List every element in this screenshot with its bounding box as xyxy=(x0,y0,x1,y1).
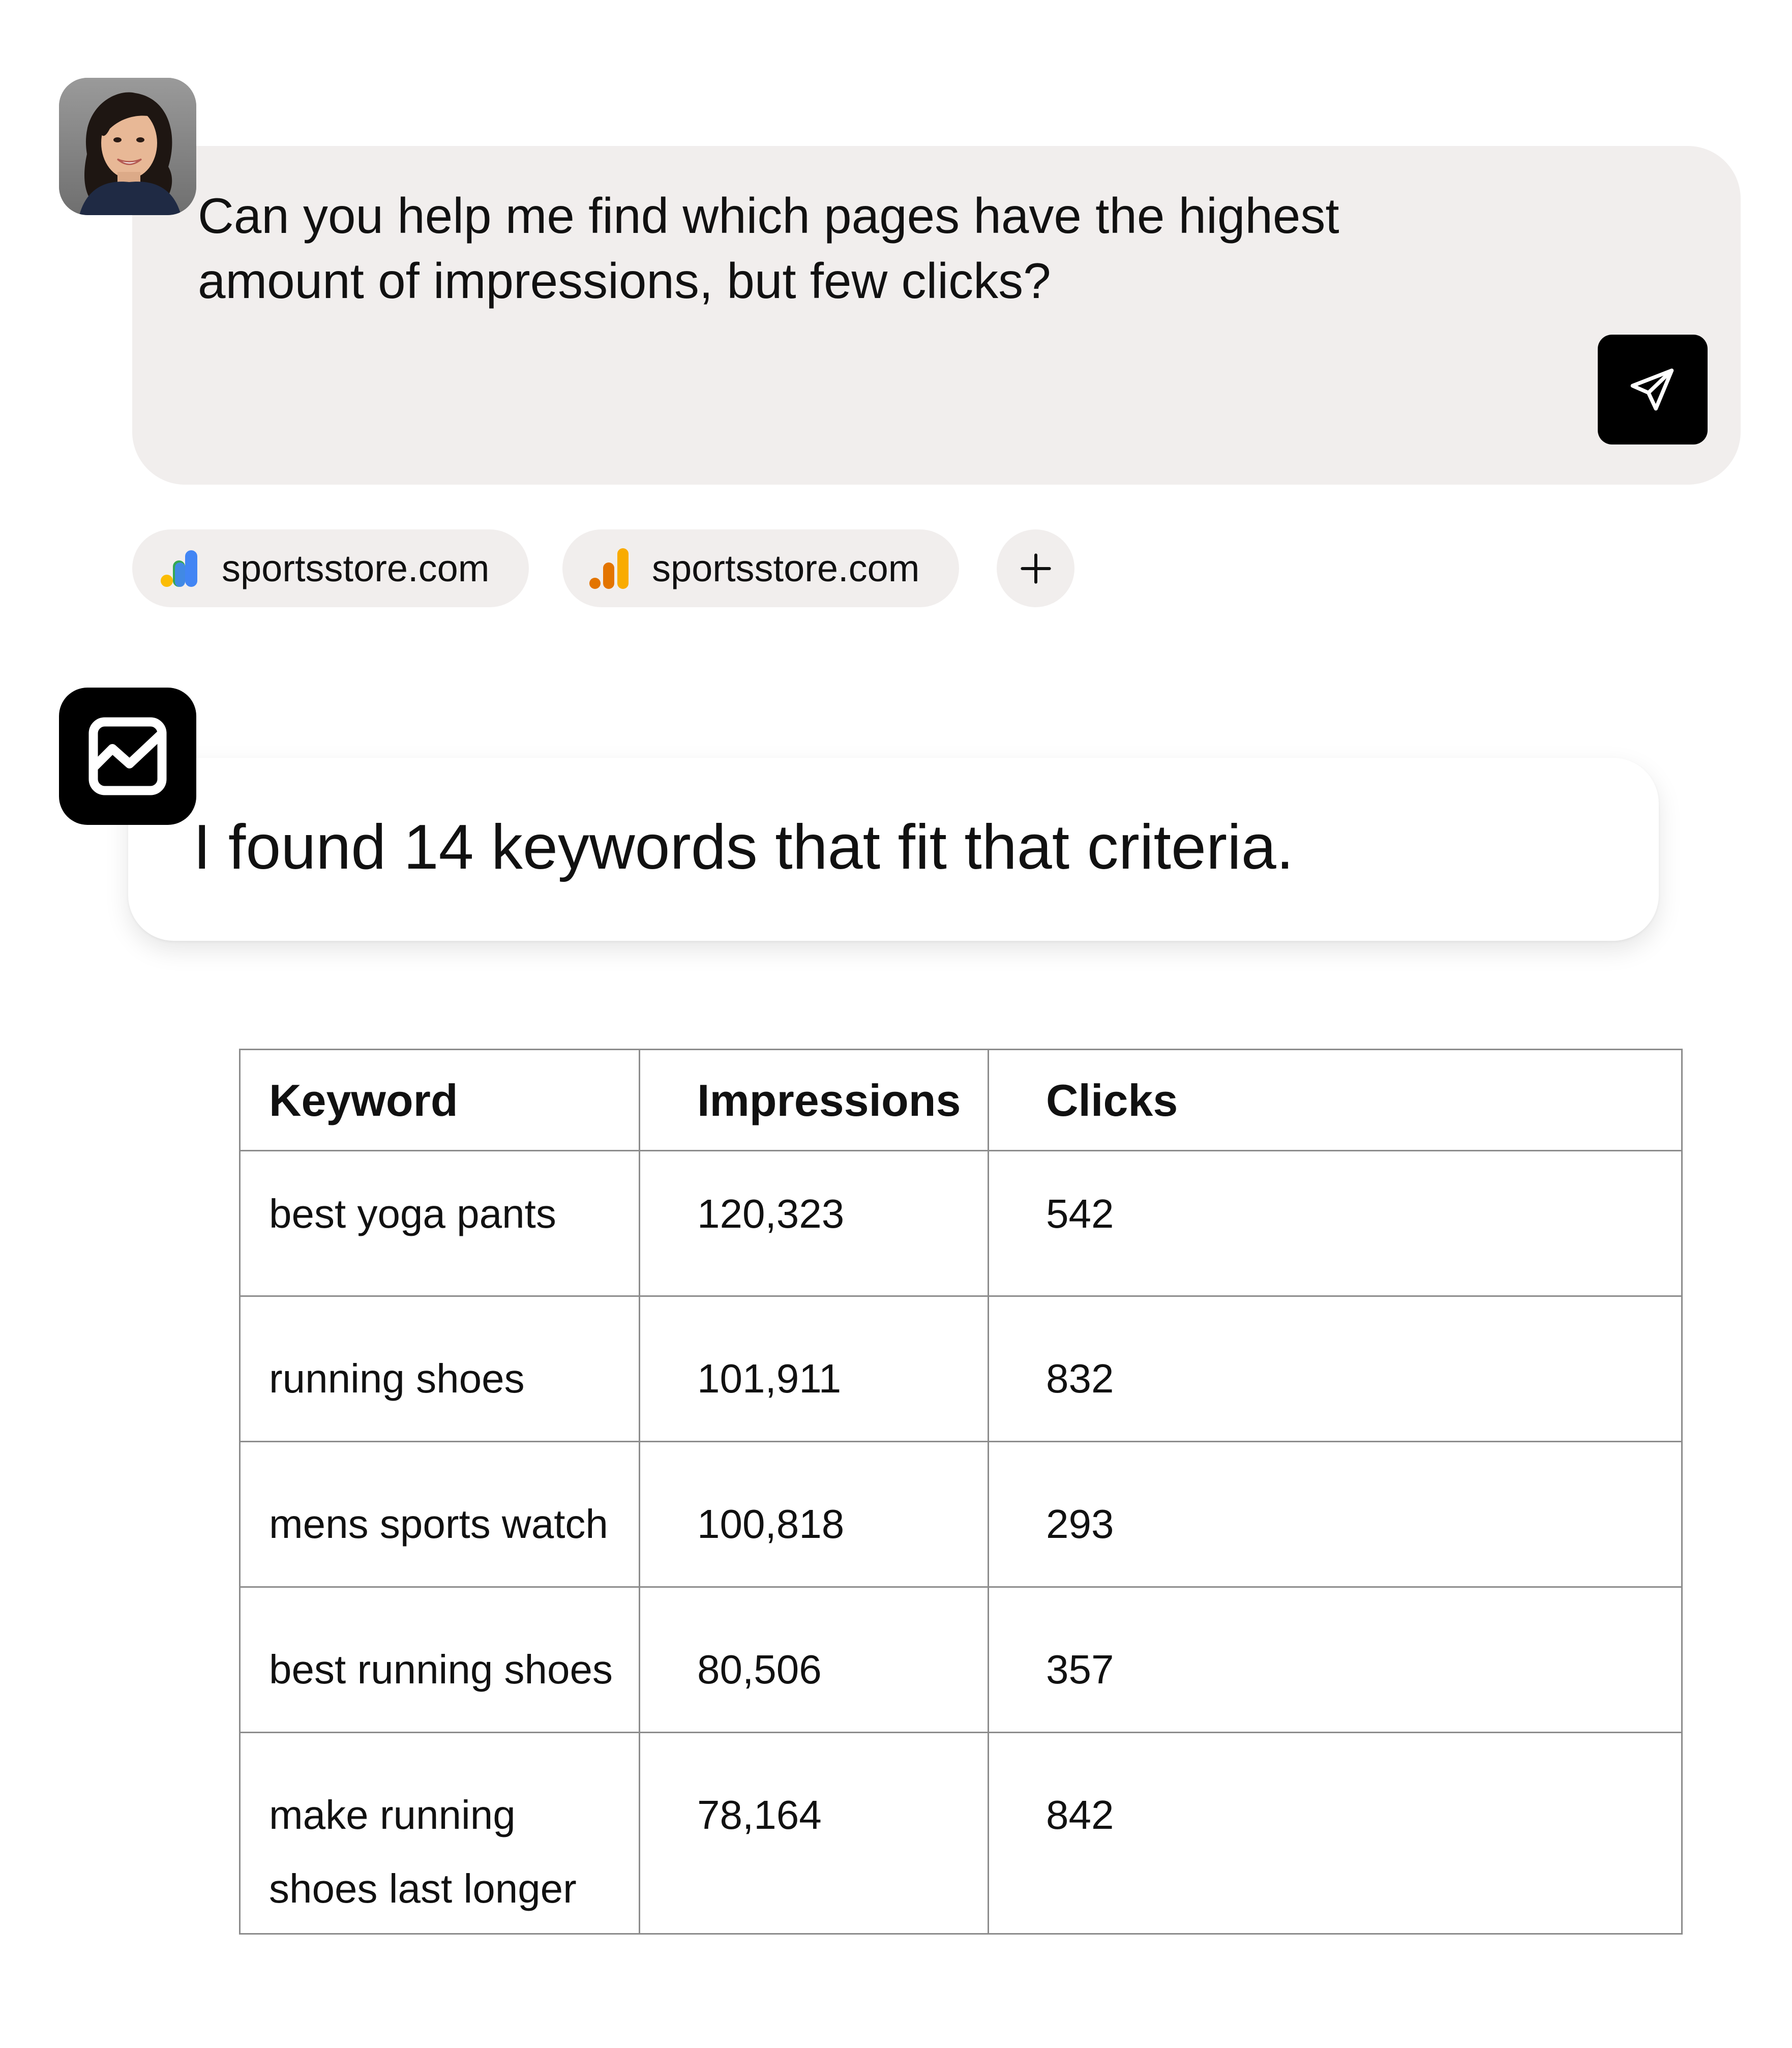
table-header-row xyxy=(240,1050,1682,1151)
trend-chart-icon xyxy=(82,710,173,802)
prompt-text[interactable]: Can you help me find which pages have the highest amount of impressions, but few clicks? xyxy=(198,188,1339,309)
assistant-reply-text: I found 14 keywords that fit that criteria. xyxy=(193,812,1294,882)
cell-impressions: 100,818 xyxy=(640,1442,989,1587)
cell-clicks: 542 xyxy=(989,1151,1682,1296)
header-impressions[interactable]: Impressions xyxy=(640,1050,989,1151)
cell-keyword: best running shoes xyxy=(240,1587,640,1733)
table-row xyxy=(240,1296,1682,1442)
cell-impressions: 101,911 xyxy=(640,1296,989,1442)
cell-keyword: make running shoes last longer xyxy=(240,1733,640,1934)
source-chip-label: sportsstore.com xyxy=(222,547,490,589)
plus-icon xyxy=(1016,548,1056,589)
header-keyword[interactable]: Keyword xyxy=(240,1050,640,1151)
source-chip-google-ads[interactable] xyxy=(132,529,529,607)
cell-keyword: mens sports watch xyxy=(240,1442,640,1587)
table-row xyxy=(240,1151,1682,1296)
table-row xyxy=(240,1587,1682,1733)
cell-impressions: 78,164 xyxy=(640,1733,989,1934)
cell-keyword: running shoes xyxy=(240,1296,640,1442)
google-ads-icon xyxy=(155,544,203,593)
cell-clicks: 842 xyxy=(989,1733,1682,1934)
source-chip-label: sportsstore.com xyxy=(652,547,920,589)
cell-impressions: 120,323 xyxy=(640,1151,989,1296)
cell-impressions: 80,506 xyxy=(640,1587,989,1733)
send-icon xyxy=(1627,364,1678,415)
header-clicks[interactable]: Clicks xyxy=(989,1050,1682,1151)
assistant-avatar xyxy=(59,688,196,825)
cell-clicks: 832 xyxy=(989,1296,1682,1442)
cell-clicks: 357 xyxy=(989,1587,1682,1733)
user-avatar xyxy=(59,78,196,215)
table-row xyxy=(240,1733,1682,1934)
source-chip-google-analytics[interactable] xyxy=(562,529,959,607)
keywords-table xyxy=(239,1049,1683,1935)
google-analytics-icon xyxy=(585,544,634,593)
cell-keyword: best yoga pants xyxy=(240,1151,640,1296)
table-row xyxy=(240,1442,1682,1587)
cell-clicks: 293 xyxy=(989,1442,1682,1587)
send-button[interactable] xyxy=(1598,335,1708,444)
add-source-button[interactable] xyxy=(997,529,1074,607)
